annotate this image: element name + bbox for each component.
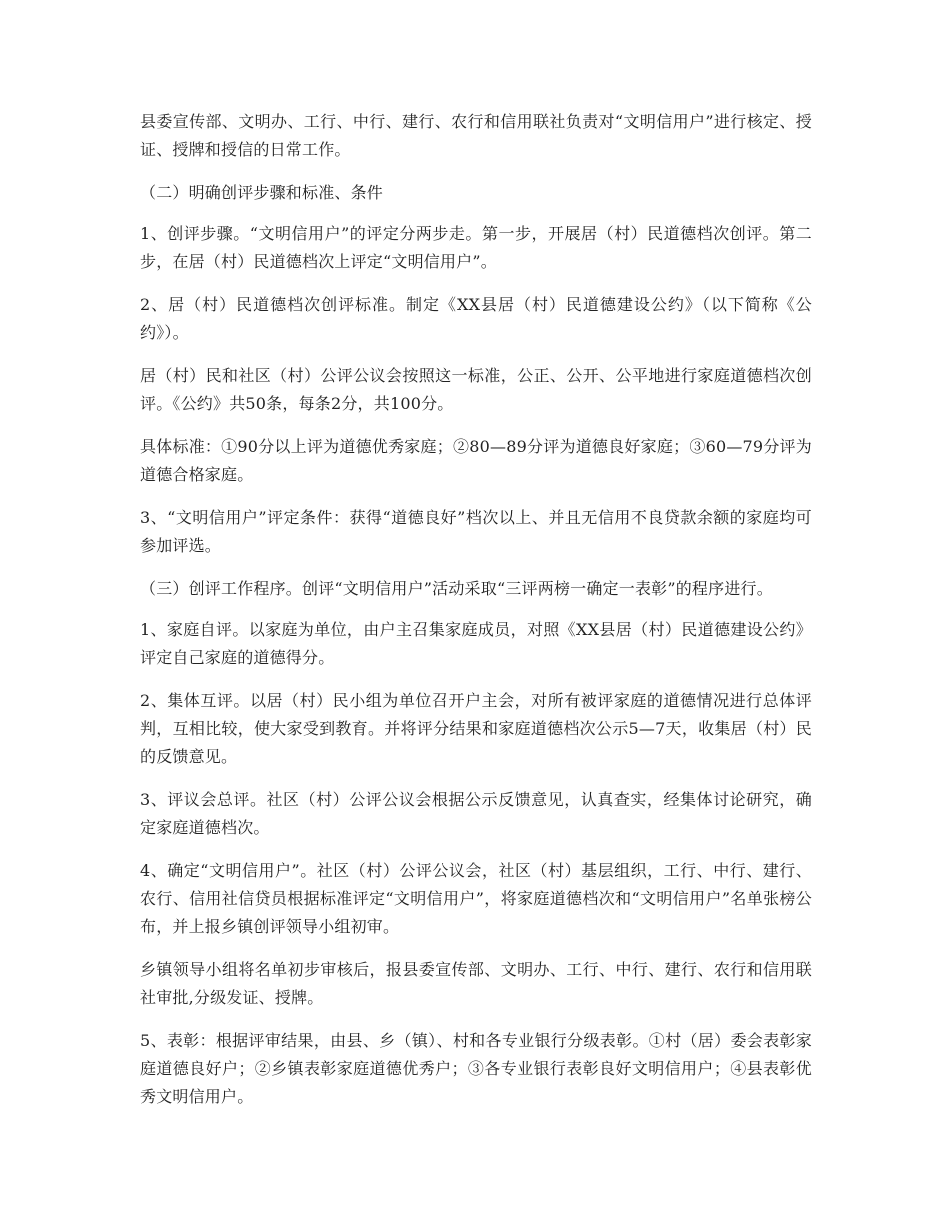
paragraph-determine-households: 4、确定“文明信用户”。社区（村）公评公议会，社区（村）基层组织，工行、中行、建行、农行、信用社信贷员根据标准评定“文明信用户”，将家庭道德档次和“文明信用户”名单张榜公布，并上报乡镇创评领导小组初审。 xyxy=(140,861,812,936)
paragraph-responsibility: 县委宣传部、文明办、工行、中行、建行、农行和信用联社负责对“文明信用户”进行核定、授证、授牌和授信的日常工作。 xyxy=(140,112,812,159)
paragraph-family-self-evaluation: 1、家庭自评。以家庭为单位，由户主召集家庭成员，对照《XX县居（村）民道德建设公约》评定自己家庭的道德得分。 xyxy=(140,620,812,667)
paragraph-specific-standards: 具体标准：①90分以上评为道德优秀家庭；②80—89分评为道德良好家庭；③60—79分评为道德合格家庭。 xyxy=(140,437,812,484)
paragraph-eligibility-conditions: 3、“文明信用户”评定条件：获得“道德良好”档次以上、并且无信用不良贷款余额的家庭均可参加评选。 xyxy=(140,508,812,555)
section-heading-steps-standards: （二）明确创评步骤和标准、条件 xyxy=(140,183,384,202)
paragraph-township-review: 乡镇领导小组将名单初步审核后，报县委宣传部、文明办、工行、中行、建行、农行和信用联社审批,分级发证、授牌。 xyxy=(140,960,812,1007)
paragraph-evaluation-steps: 1、创评步骤。“文明信用户”的评定分两步走。第一步，开展居（村）民道德档次创评。第二步，在居（村）民道德档次上评定“文明信用户”。 xyxy=(140,224,812,271)
paragraph-convention-scoring: 居（村）民和社区（村）公评公议会按照这一标准，公正、公开、公平地进行家庭道德档次创评。《公约》共50条，每条2分，共100分。 xyxy=(140,366,812,413)
paragraph-collective-evaluation: 2、集体互评。以居（村）民小组为单位召开户主会，对所有被评家庭的道德情况进行总体评判，互相比较，使大家受到教育。并将评分结果和家庭道德档次公示5—7天，收集居（村）民的反馈意见。 xyxy=(140,691,812,766)
paragraph-commendation: 5、表彰：根据评审结果，由县、乡（镇）、村和各专业银行分级表彰。①村（居）委会表彰家庭道德良好户；②乡镇表彰家庭道德优秀户；③各专业银行表彰良好文明信用户；④县表彰优秀文明信用户。 xyxy=(140,1031,812,1106)
paragraph-moral-standard: 2、居（村）民道德档次创评标准。制定《XX县居（村）民道德建设公约》（以下简称《公约》）。 xyxy=(140,295,812,342)
section-heading-procedure: （三）创评工作程序。创评“文明信用户”活动采取“三评两榜一确定一表彰”的程序进行。 xyxy=(140,579,773,598)
paragraph-council-evaluation: 3、评议会总评。社区（村）公评公议会根据公示反馈意见，认真查实，经集体讨论研究，确定家庭道德档次。 xyxy=(140,790,812,837)
